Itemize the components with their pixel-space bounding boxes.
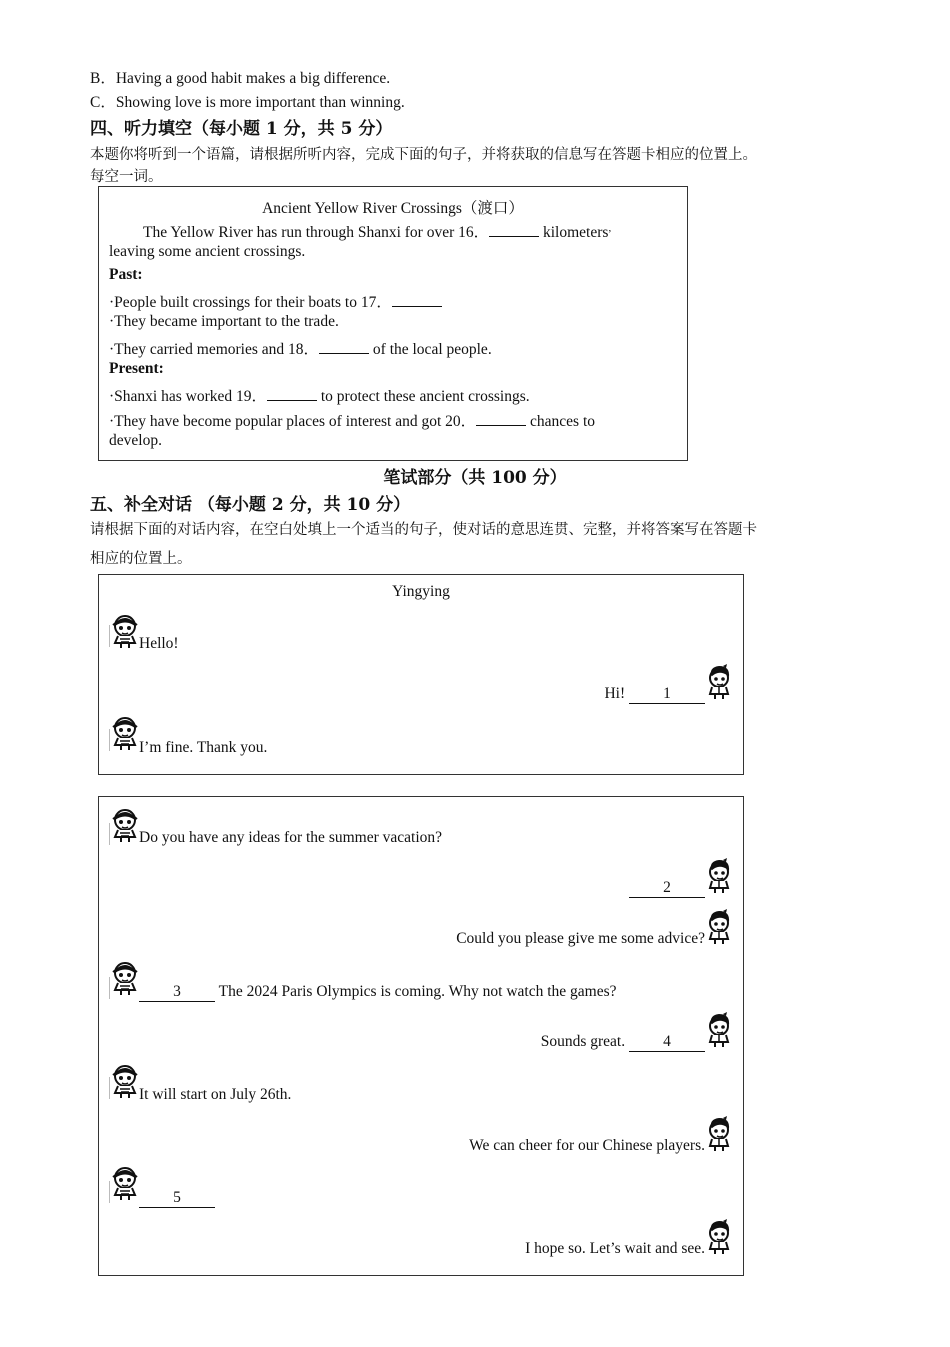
section4-instruction-1: 本题你将听到一个语篇，请根据所听内容，完成下面的句子，并将获取的信息写在答题卡相应的位置上。	[90, 147, 757, 163]
dialog2-line5: Sounds great. 4	[541, 1033, 705, 1052]
girl-avatar-icon	[109, 613, 141, 651]
answer-blank-17[interactable]	[392, 292, 442, 307]
answer-blank-1[interactable]: 1	[629, 685, 705, 704]
answer-blank-19[interactable]	[267, 386, 317, 401]
present-item-2: ·They have become popular places of interest and got 20． chances to	[109, 413, 595, 430]
girl-avatar-icon	[109, 960, 141, 998]
boy-avatar-icon	[703, 857, 735, 895]
section4-instruction-2: 每空一词。	[90, 169, 163, 185]
boy-avatar-icon	[703, 1218, 735, 1256]
notes-intro-line2: leaving some ancient crossings.	[109, 243, 306, 260]
section5-heading: 五、补全对话 （每小题 2 分，共 10 分）	[90, 495, 411, 515]
notes-intro: The Yellow River has run through Shanxi for over 16． kilometers,	[143, 221, 612, 241]
dialog2-line4: 3 The 2024 Paris Olympics is coming. Why not watch the games?	[139, 983, 617, 1002]
listening-notes-box	[98, 186, 688, 461]
answer-blank-3[interactable]: 3	[139, 983, 215, 1002]
option-b: B．Having a good habit makes a big difference.	[90, 70, 391, 87]
dialog2-line8	[139, 1189, 215, 1208]
past-item-1: ·People built crossings for their boats to 17．	[109, 290, 442, 312]
section5-instruction-1: 请根据下面的对话内容，在空白处填上一个适当的句子，使对话的意思连贯、完整，并将答案写在答题卡	[90, 522, 757, 538]
boy-avatar-icon	[703, 1115, 735, 1153]
past-label: Past:	[109, 266, 143, 283]
boy-avatar-icon	[703, 1011, 735, 1049]
boy-avatar-icon	[703, 908, 735, 946]
past-item-3: ·They carried memories and 18． of the local people.	[109, 341, 492, 358]
answer-blank-18[interactable]	[319, 339, 369, 354]
answer-blank-2[interactable]: 2	[629, 879, 705, 898]
answer-blank-20[interactable]	[476, 411, 526, 426]
dialog2-line1: Do you have any ideas for the summer vacation?	[139, 829, 443, 846]
written-part-title: 笔试部分（共 100 分）	[383, 468, 567, 488]
answer-blank-5[interactable]: 5	[139, 1189, 215, 1208]
answer-blank-4[interactable]: 4	[629, 1033, 705, 1052]
present-item-1: ·Shanxi has worked 19． to protect these ancient crossings.	[109, 388, 530, 405]
section5-instruction-2: 相应的位置上。	[90, 551, 192, 567]
dialog2-line7: We can cheer for our Chinese players.	[469, 1137, 705, 1154]
dialog1-line1: Hello!	[139, 635, 179, 652]
girl-avatar-icon	[109, 715, 141, 753]
dialog1-line3: I’m fine. Thank you.	[139, 739, 268, 756]
dialog1-line2: Hi! 1	[604, 685, 705, 704]
notes-title: Ancient Yellow River Crossings（渡口）	[262, 200, 524, 217]
dialog2-line3: Could you please give me some advice?	[456, 930, 705, 947]
present-label: Present:	[109, 360, 164, 377]
present-item-2-line2: develop.	[109, 432, 162, 449]
boy-avatar-icon	[703, 663, 735, 701]
dialog-box-2	[98, 796, 744, 1276]
dialog2-line6: It will start on July 26th.	[139, 1086, 292, 1103]
option-c: C．Showing love is more important than winning.	[90, 94, 405, 111]
answer-blank-16[interactable]	[489, 222, 539, 237]
dialog2-line2	[629, 879, 705, 898]
dialog-box-1	[98, 574, 744, 775]
speaker-name: Yingying	[392, 583, 450, 600]
girl-avatar-icon	[109, 1063, 141, 1101]
girl-avatar-icon	[109, 1165, 141, 1203]
dialog2-line9: I hope so. Let’s wait and see.	[525, 1240, 705, 1257]
past-item-2: ·They became important to the trade.	[109, 313, 339, 330]
section4-heading: 四、听力填空（每小题 1 分，共 5 分）	[90, 119, 393, 139]
girl-avatar-icon	[109, 807, 141, 845]
